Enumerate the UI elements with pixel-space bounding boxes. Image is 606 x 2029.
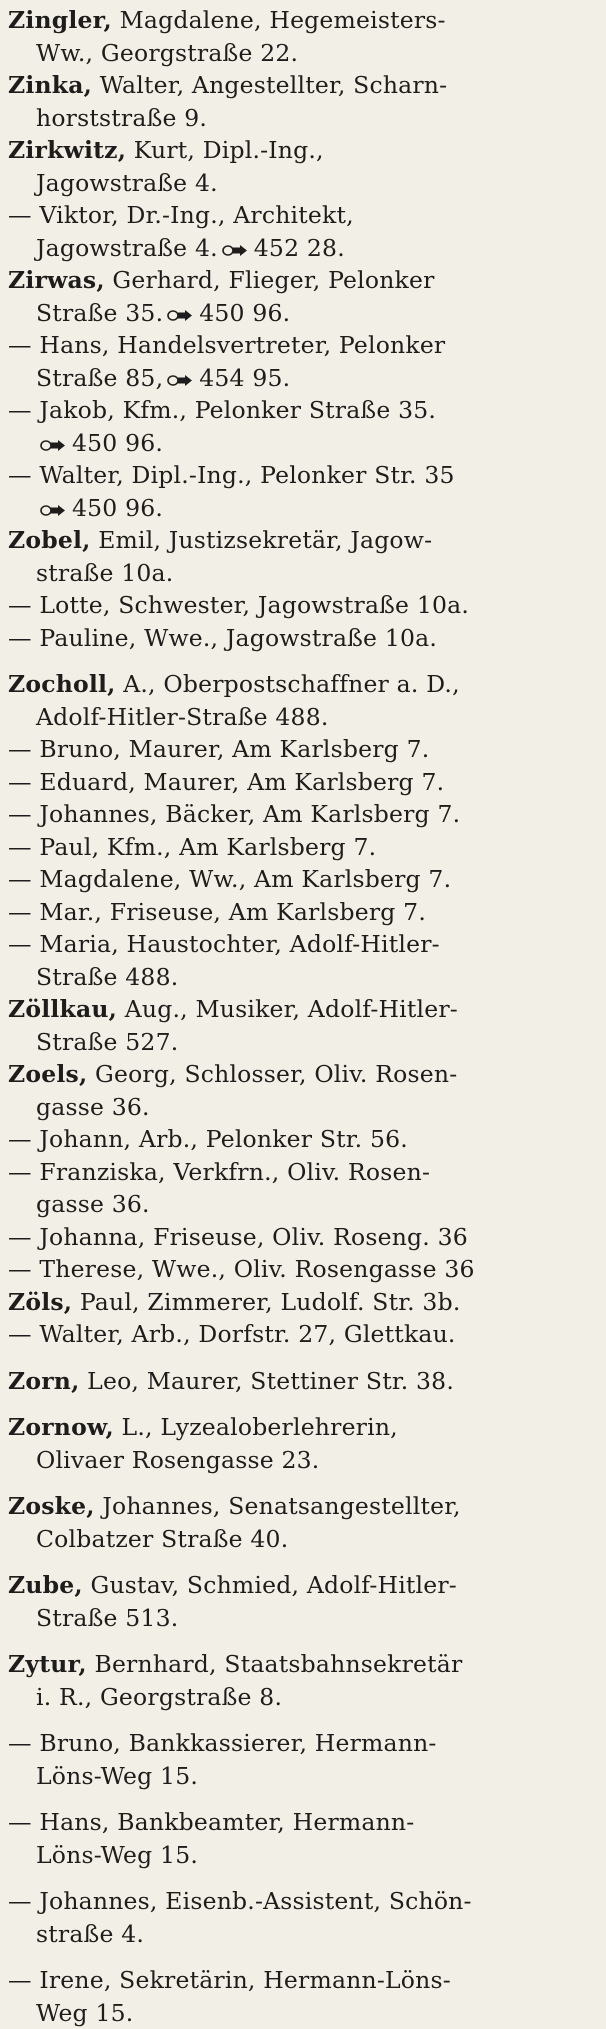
entry-line <box>8 1221 596 1254</box>
entry-line <box>8 524 596 557</box>
entry-text: — Hans, Handelsvertreter, Pelonker <box>8 331 445 359</box>
entry-line <box>8 1411 596 1444</box>
entry-text: — Therese, Wwe., Oliv. Rosengasse 36 <box>8 1255 475 1283</box>
entry-line <box>8 1058 596 1091</box>
surname: Zorn, <box>8 1367 79 1395</box>
entry-line <box>8 297 596 330</box>
entry-text: Gerhard, Flieger, Pelonker <box>105 266 435 294</box>
entry-line <box>8 232 596 265</box>
entry-line <box>8 329 596 362</box>
entry-text: Kurt, Dipl.-Ing., <box>126 136 324 164</box>
entry-line <box>8 896 596 929</box>
entry-text: Ww., Georgstraße 22. <box>36 39 298 67</box>
entry-text: — Paul, Kfm., Am Karlsberg 7. <box>8 833 376 861</box>
entry-text: Jagowstraße 4. <box>36 234 218 262</box>
entry-line <box>8 1444 596 1477</box>
entry-line <box>8 1123 596 1156</box>
entry-text: Johannes, Senatsangestellter, <box>95 1492 461 1520</box>
directory-sub-entry <box>8 1318 596 1351</box>
entry-text: — Magdalene, Ww., Am Karlsberg 7. <box>8 865 451 893</box>
directory-entry <box>8 1569 596 1634</box>
directory-sub-entry <box>8 329 596 394</box>
entry-text: Gustav, Schmied, Adolf-Hitler- <box>83 1571 457 1599</box>
surname: Zoske, <box>8 1492 95 1520</box>
entry-text: Colbatzer Straße 40. <box>36 1525 288 1553</box>
surname: Zocholl, <box>8 670 116 698</box>
entry-text: — Franziska, Verkfrn., Oliv. Rosen- <box>8 1158 430 1186</box>
entry-text: Walter, Angestellter, Scharn- <box>92 71 447 99</box>
entry-text: — Walter, Dipl.-Ing., Pelonker Str. 35 <box>8 461 455 489</box>
entry-line <box>8 928 596 961</box>
directory-sub-entry <box>8 1221 596 1254</box>
entry-text: Straße 35. <box>36 299 163 327</box>
entry-text: Straße 488. <box>36 963 178 991</box>
phone-number: 450 96. <box>72 429 163 457</box>
entry-text: — Mar., Friseuse, Am Karlsberg 7. <box>8 898 426 926</box>
entry-line <box>8 863 596 896</box>
telephone-symbol-icon <box>40 428 66 441</box>
entry-line <box>8 1523 596 1556</box>
entry-text: L., Lyzealoberlehrerin, <box>114 1413 398 1441</box>
directory-sub-entry <box>8 1727 596 1792</box>
entry-line <box>8 961 596 994</box>
directory-sub-entry <box>8 798 596 831</box>
entry-line <box>8 993 596 1026</box>
entry-line <box>8 4 596 37</box>
entry-line <box>8 264 596 297</box>
directory-entry <box>8 668 596 733</box>
entry-line <box>8 1026 596 1059</box>
directory-sub-entry <box>8 896 596 929</box>
entry-line <box>8 362 596 395</box>
entry-line <box>8 701 596 734</box>
entry-text: — Lotte, Schwester, Jagowstraße 10a. <box>8 591 469 619</box>
directory-sub-entry <box>8 733 596 766</box>
telephone-symbol-icon <box>222 233 248 246</box>
entry-text: gasse 36. <box>36 1190 150 1218</box>
surname: Zube, <box>8 1571 83 1599</box>
directory-sub-entry <box>8 589 596 622</box>
entry-text: — Jakob, Kfm., Pelonker Straße 35. <box>8 396 436 424</box>
directory-sub-entry <box>8 928 596 993</box>
entry-text: — Bruno, Maurer, Am Karlsberg 7. <box>8 735 429 763</box>
entry-line <box>8 199 596 232</box>
telephone-symbol-icon <box>167 363 193 376</box>
entry-line <box>8 1188 596 1221</box>
directory-entry <box>8 993 596 1058</box>
entry-text: — Bruno, Bankkassierer, Hermann- <box>8 1729 437 1757</box>
directory-entry <box>8 1286 596 1319</box>
entry-line <box>8 1365 596 1398</box>
directory-sub-entry <box>8 459 596 524</box>
entry-text: Weg 15. <box>36 1999 133 2027</box>
entry-text: — Irene, Sekretärin, Hermann-Löns- <box>8 1966 451 1994</box>
entry-line <box>8 766 596 799</box>
telephone-symbol-icon <box>167 298 193 311</box>
surname: Zingler, <box>8 6 112 34</box>
entry-text: — Eduard, Maurer, Am Karlsberg 7. <box>8 768 444 796</box>
entry-text: i. R., Georgstraße 8. <box>36 1683 282 1711</box>
directory-sub-entry <box>8 1964 596 2029</box>
directory-sub-entry <box>8 1885 596 1950</box>
entry-line <box>8 459 596 492</box>
entry-line <box>8 427 596 460</box>
directory-sub-entry <box>8 1806 596 1871</box>
entry-line <box>8 1918 596 1951</box>
entry-text: — Pauline, Wwe., Jagowstraße 10a. <box>8 624 437 652</box>
directory-sub-entry <box>8 199 596 264</box>
entry-text: Olivaer Rosengasse 23. <box>36 1446 319 1474</box>
entry-line <box>8 1602 596 1635</box>
entry-line <box>8 134 596 167</box>
directory-entry <box>8 524 596 589</box>
entry-text: Aug., Musiker, Adolf-Hitler- <box>117 995 458 1023</box>
entry-text: — Walter, Arb., Dorfstr. 27, Glettkau. <box>8 1320 456 1348</box>
entry-text: — Johannes, Eisenb.-Assistent, Schön- <box>8 1887 472 1915</box>
directory-sub-entry <box>8 831 596 864</box>
directory-entry <box>8 1411 596 1476</box>
surname: Zobel, <box>8 526 91 554</box>
entry-text: Löns-Weg 15. <box>36 1841 198 1869</box>
entry-line <box>8 1318 596 1351</box>
entry-text: — Maria, Haustochter, Adolf-Hitler- <box>8 930 440 958</box>
entry-text: — Johann, Arb., Pelonker Str. 56. <box>8 1125 408 1153</box>
entry-line <box>8 1760 596 1793</box>
entry-text: Jagowstraße 4. <box>36 169 218 197</box>
entry-line <box>8 733 596 766</box>
phone-number: 450 96. <box>199 299 290 327</box>
entry-line <box>8 1156 596 1189</box>
surname: Zornow, <box>8 1413 114 1441</box>
entry-text: Bernhard, Staatsbahnsekretär <box>87 1650 463 1678</box>
surname: Zöllkau, <box>8 995 117 1023</box>
entry-text: — Johannes, Bäcker, Am Karlsberg 7. <box>8 800 460 828</box>
directory-entry <box>8 1058 596 1123</box>
surname: Zinka, <box>8 71 92 99</box>
entry-line <box>8 1286 596 1319</box>
entry-text: Straße 527. <box>36 1028 178 1056</box>
entry-text: Straße 85, <box>36 364 163 392</box>
entry-text: Leo, Maurer, Stettiner Str. 38. <box>79 1367 454 1395</box>
entry-text: Georg, Schlosser, Oliv. Rosen- <box>87 1060 457 1088</box>
directory-entry <box>8 1648 596 1713</box>
entry-text: horststraße 9. <box>36 104 207 132</box>
directory-sub-entry <box>8 766 596 799</box>
directory-entry <box>8 1490 596 1555</box>
directory-sub-entry <box>8 1123 596 1156</box>
entry-line <box>8 1885 596 1918</box>
entry-text: Emil, Justizsekretär, Jagow- <box>91 526 433 554</box>
surname: Zirkwitz, <box>8 136 126 164</box>
directory-entry <box>8 1365 596 1398</box>
surname: Zoels, <box>8 1060 87 1088</box>
surname: Zirwas, <box>8 266 105 294</box>
surname: Zöls, <box>8 1288 72 1316</box>
entry-text: Straße 513. <box>36 1604 178 1632</box>
surname: Zytur, <box>8 1650 87 1678</box>
entry-line <box>8 69 596 102</box>
telephone-symbol-icon <box>40 493 66 506</box>
entry-line <box>8 1253 596 1286</box>
directory-entry <box>8 134 596 199</box>
entry-line <box>8 1964 596 1997</box>
directory-entry <box>8 264 596 329</box>
entry-text: Magdalene, Hegemeisters- <box>112 6 446 34</box>
entry-text: straße 4. <box>36 1920 144 1948</box>
entry-line <box>8 798 596 831</box>
entry-line <box>8 37 596 70</box>
entry-text: — Viktor, Dr.-Ing., Architekt, <box>8 201 354 229</box>
entry-line <box>8 1569 596 1602</box>
directory-sub-entry <box>8 622 596 655</box>
entry-line <box>8 557 596 590</box>
entry-text: Adolf-Hitler-Straße 488. <box>36 703 329 731</box>
entry-text: Löns-Weg 15. <box>36 1762 198 1790</box>
directory-sub-entry <box>8 863 596 896</box>
directory-sub-entry <box>8 1156 596 1221</box>
entry-line <box>8 1997 596 2029</box>
directory-entry <box>8 69 596 134</box>
entry-text: gasse 36. <box>36 1093 150 1121</box>
phone-number: 452 28. <box>254 234 345 262</box>
phone-number: 450 96. <box>72 494 163 522</box>
entry-line <box>8 668 596 701</box>
entry-text: A., Oberpostschaffner a. D., <box>116 670 460 698</box>
entry-line <box>8 1839 596 1872</box>
entry-line <box>8 394 596 427</box>
directory-sub-entry <box>8 1253 596 1286</box>
entry-line <box>8 831 596 864</box>
phone-number: 454 95. <box>199 364 290 392</box>
entry-line <box>8 1490 596 1523</box>
entry-line <box>8 102 596 135</box>
entry-text: — Johanna, Friseuse, Oliv. Roseng. 36 <box>8 1223 468 1251</box>
entry-line <box>8 492 596 525</box>
entry-line <box>8 1648 596 1681</box>
entry-line <box>8 1681 596 1714</box>
entry-line <box>8 1806 596 1839</box>
entry-line <box>8 1091 596 1124</box>
entry-line <box>8 167 596 200</box>
entry-line <box>8 622 596 655</box>
entry-text: Paul, Zimmerer, Ludolf. Str. 3b. <box>72 1288 460 1316</box>
entry-line <box>8 589 596 622</box>
directory-sub-entry <box>8 394 596 459</box>
directory-entry <box>8 4 596 69</box>
entry-text: straße 10a. <box>36 559 173 587</box>
entry-line <box>8 1727 596 1760</box>
entry-text: — Hans, Bankbeamter, Hermann- <box>8 1808 414 1836</box>
